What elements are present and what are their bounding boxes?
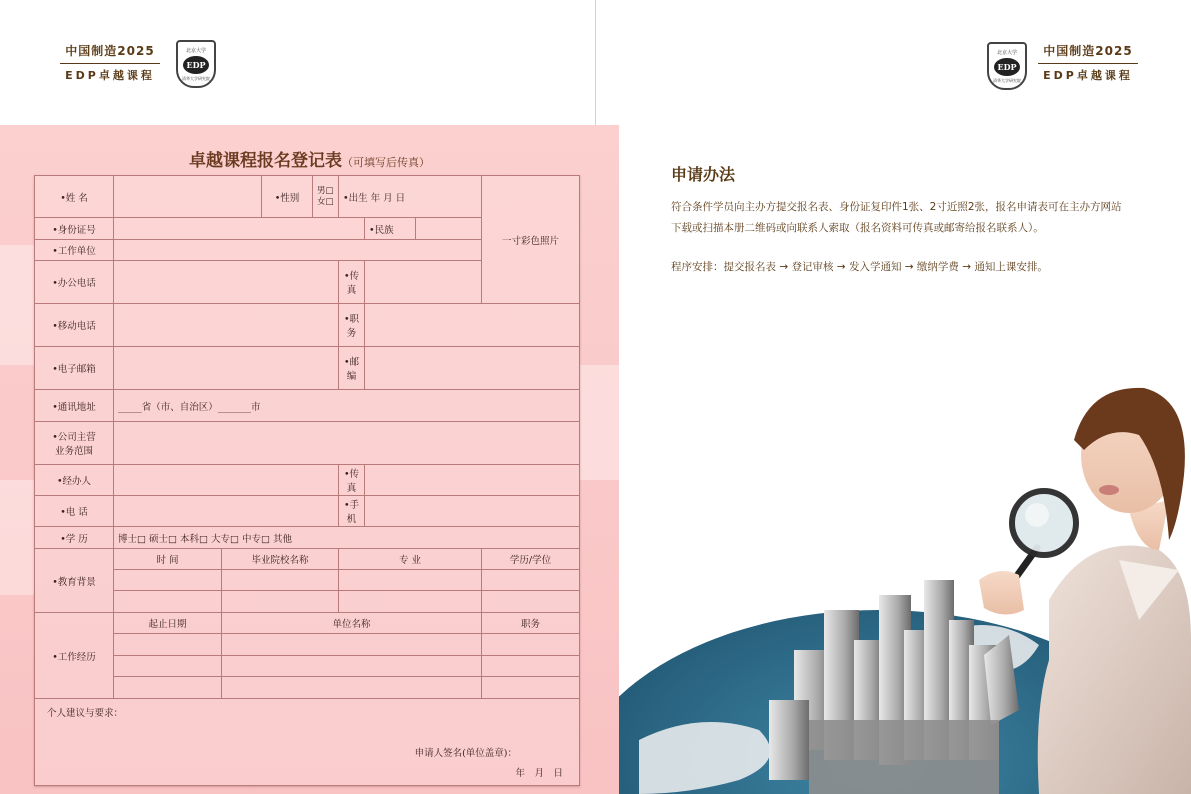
- edu-col-time: 时 间: [114, 549, 222, 570]
- logo-mark: EDP: [994, 58, 1020, 76]
- field-phone[interactable]: [114, 496, 339, 527]
- edu-col-school: 毕业院校名称: [222, 549, 339, 570]
- brand-line2: EDP卓越课程: [1043, 69, 1133, 82]
- edu-cell[interactable]: [222, 570, 339, 591]
- work-col-dates: 起止日期: [114, 613, 222, 634]
- field-email[interactable]: [114, 347, 339, 390]
- apply-paragraph: 符合条件学员向主办方提交报名表、身份证复印件1张、2寸近照2张，报名申请表可在主办方网站下载或扫描本册二维码或向联系人索取（报名资料可传真或邮寄给报名联系人）。: [671, 201, 1122, 234]
- work-cell[interactable]: [114, 634, 222, 656]
- field-position[interactable]: [365, 304, 580, 347]
- logo-bottom-text: 清华大学研究院: [182, 75, 210, 81]
- label-cell: •手 机: [339, 496, 365, 527]
- label-id: •身份证号: [35, 218, 114, 240]
- field-education[interactable]: 博士□ 硕士□ 本科□ 大专□ 中专□ 其他: [114, 527, 580, 549]
- label-email: •电子邮箱: [35, 347, 114, 390]
- globe-city-illustration: [619, 380, 1191, 794]
- field-gender[interactable]: 男□ 女□: [313, 176, 339, 218]
- logo-top-text: 北京大学: [185, 47, 206, 54]
- label-postcode: •邮 编: [339, 347, 365, 390]
- edu-cell[interactable]: [222, 591, 339, 613]
- form-title-sub: （可填写后传真）: [342, 156, 430, 169]
- signature-label: 申请人签名(单位盖章)：: [414, 748, 518, 759]
- work-cell[interactable]: [482, 677, 580, 699]
- field-fax[interactable]: [365, 261, 482, 304]
- label-mobile: •移动电话: [35, 304, 114, 347]
- school-logo-left: [176, 40, 216, 88]
- panel-stripe: [579, 365, 619, 480]
- logo-bottom-text: 清华大学研究院: [993, 77, 1021, 83]
- edu-col-degree: 学历/学位: [482, 549, 580, 570]
- label-office-tel: •办公电话: [35, 261, 114, 304]
- edu-cell[interactable]: [114, 570, 222, 591]
- label-address: •通讯地址: [35, 390, 114, 422]
- city-buildings: [769, 580, 1019, 794]
- work-cell[interactable]: [222, 634, 482, 656]
- label-education: •学 历: [35, 527, 114, 549]
- edu-cell[interactable]: [482, 591, 580, 613]
- brand-header-right: [1038, 42, 1138, 83]
- field-business[interactable]: [114, 422, 580, 465]
- edu-cell[interactable]: [339, 591, 482, 613]
- work-cell[interactable]: [114, 656, 222, 677]
- field-office-tel[interactable]: [114, 261, 339, 304]
- field-fax2[interactable]: [365, 465, 580, 496]
- work-col-position: 职务: [482, 613, 580, 634]
- work-col-unit: 单位名称: [222, 613, 482, 634]
- label-name: •姓 名: [35, 176, 114, 218]
- label-phone: •电 话: [35, 496, 114, 527]
- form-title: [0, 146, 619, 171]
- field-ethnic[interactable]: [416, 218, 482, 240]
- label-business: [35, 422, 114, 465]
- work-cell[interactable]: [222, 656, 482, 677]
- label-handler: •经办人: [35, 465, 114, 496]
- brand-line1: 中国制造2025: [1038, 42, 1138, 64]
- registration-form-table: [34, 175, 580, 786]
- field-name[interactable]: [114, 176, 262, 218]
- photo-box[interactable]: 一寸彩色照片: [482, 176, 580, 304]
- field-cell[interactable]: [365, 496, 580, 527]
- logo-mark: EDP: [183, 56, 209, 74]
- work-cell[interactable]: [114, 677, 222, 699]
- label-fax: •传 真: [339, 261, 365, 304]
- work-cell[interactable]: [222, 677, 482, 699]
- edu-col-major: 专 业: [339, 549, 482, 570]
- label-ethnic: •民族: [365, 218, 416, 240]
- field-id[interactable]: [114, 218, 365, 240]
- field-address[interactable]: _____省（市、自治区）_______市: [114, 390, 580, 422]
- work-cell[interactable]: [482, 656, 580, 677]
- logo-top-text: 北京大学: [996, 49, 1017, 56]
- form-title-main: 卓越课程报名登记表: [189, 151, 342, 171]
- field-work-unit[interactable]: [114, 240, 482, 261]
- edu-cell[interactable]: [114, 591, 222, 613]
- panel-stripe: [0, 480, 34, 595]
- work-cell[interactable]: [482, 634, 580, 656]
- edu-cell[interactable]: [482, 570, 580, 591]
- suggestion-label: 个人建议与要求：: [47, 708, 124, 719]
- label-gender: •性别: [262, 176, 313, 218]
- label-business-line1: •公司主营: [52, 432, 96, 443]
- procedure-paragraph: 程序安排：提交报名表 → 登记审核 → 发入学通知 → 缴纳学费 → 通知上课安排。: [671, 261, 1048, 273]
- label-work-exp: •工作经历: [35, 613, 114, 699]
- field-mobile[interactable]: [114, 304, 339, 347]
- label-edu-bg: •教育背景: [35, 549, 114, 613]
- edu-cell[interactable]: [339, 570, 482, 591]
- apply-title: 申请办法: [671, 165, 736, 184]
- panel-stripe: [0, 245, 34, 365]
- date-label: 年 月 日: [515, 768, 564, 779]
- brand-line2: EDP卓越课程: [65, 69, 155, 82]
- label-fax2: •传 真: [339, 465, 365, 496]
- label-business-line2: 业务范围: [54, 446, 93, 457]
- school-logo-right: [987, 42, 1027, 90]
- label-work-unit: •工作单位: [35, 240, 114, 261]
- label-birth[interactable]: •出生 年 月 日: [339, 176, 482, 218]
- field-handler[interactable]: [114, 465, 339, 496]
- field-postcode[interactable]: [365, 347, 580, 390]
- brand-line1: 中国制造2025: [60, 42, 160, 64]
- brand-header-left: [60, 42, 160, 83]
- label-position: •职 务: [339, 304, 365, 347]
- suggestion-box[interactable]: [35, 699, 580, 786]
